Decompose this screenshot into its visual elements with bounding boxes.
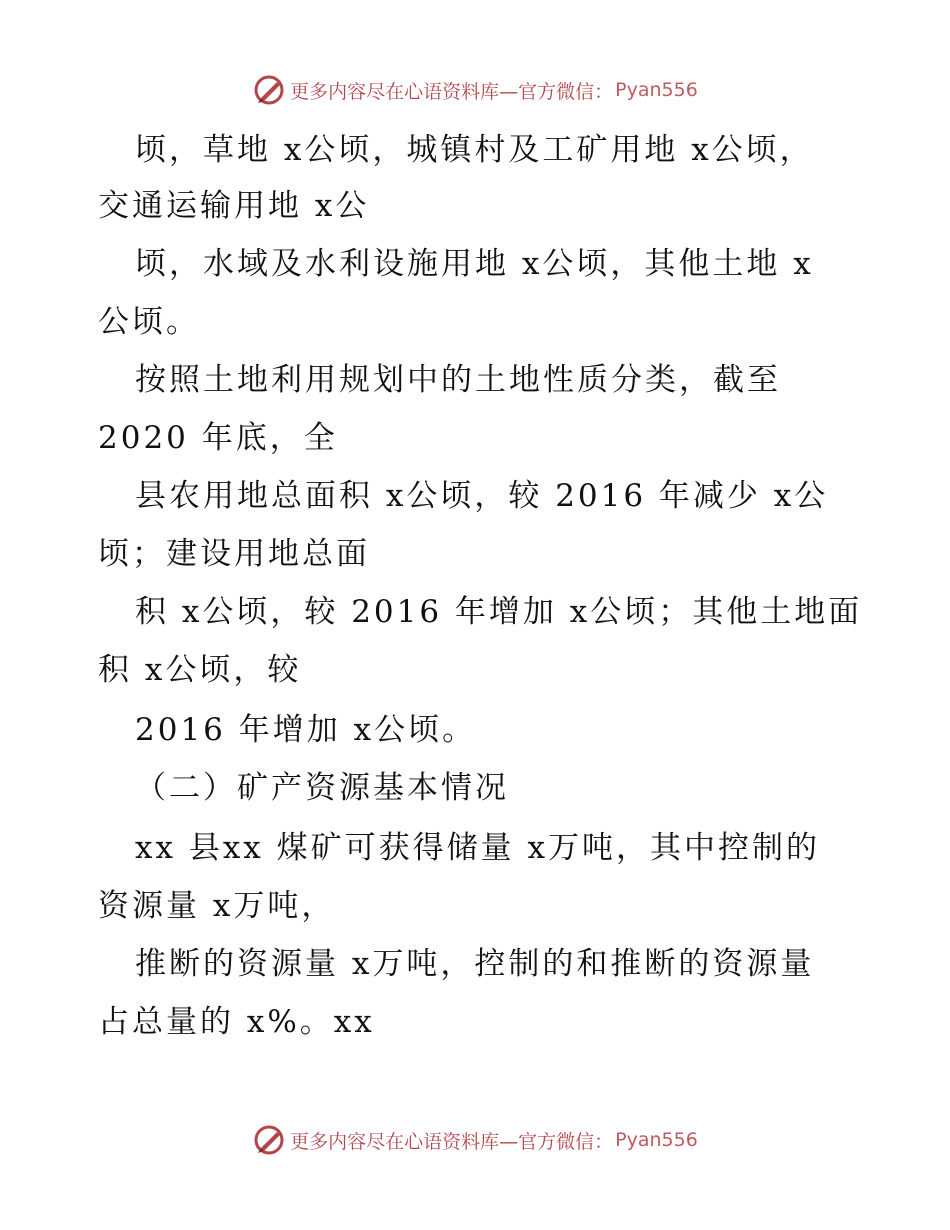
paragraph-line: 公顷。	[98, 304, 200, 340]
paragraph-line: xx 县xx 煤矿可获得储量 x万吨，其中控制的	[135, 830, 820, 866]
paragraph-line: 2020 年底，全	[98, 420, 338, 456]
paragraph-line: 顷，水域及水利设施用地 x公顷，其他土地 x	[135, 246, 814, 282]
paragraph-line: 占总量的 x%。xx	[98, 1004, 375, 1040]
watermark-text: 更多内容尽在心语资料库—官方微信：	[290, 80, 614, 103]
section-heading: （二）矿产资源基本情况	[135, 770, 509, 806]
paragraph-line: 推断的资源量 x万吨，控制的和推断的资源量	[135, 946, 815, 982]
paragraph-line: 资源量 x万吨，	[98, 888, 336, 924]
paragraph-line: 2016 年增加 x公顷。	[135, 712, 477, 748]
paragraph-line: 积 x公顷，较 2016 年增加 x公顷；其他土地面	[135, 594, 863, 630]
watermark-wechat-id: Pyan556	[615, 79, 698, 101]
paragraph-line: 交通运输用地 x公	[98, 188, 370, 224]
footer-watermark	[0, 1120, 950, 1160]
pen-logo-icon	[252, 1123, 286, 1157]
paragraph-line: 县农用地总面积 x公顷，较 2016 年减少 x公	[135, 478, 829, 514]
paragraph-line: 顷；建设用地总面	[98, 536, 370, 572]
watermark-text: 更多内容尽在心语资料库—官方微信：	[290, 1130, 614, 1153]
pen-logo-icon	[252, 73, 286, 107]
paragraph-line: 按照土地利用规划中的土地性质分类，截至	[135, 362, 781, 398]
paragraph-line: 顷，草地 x公顷，城镇村及工矿用地 x公顷，	[135, 132, 814, 168]
header-watermark	[0, 70, 950, 110]
paragraph-line: 积 x公顷，较	[98, 652, 302, 688]
watermark-wechat-id: Pyan556	[615, 1129, 698, 1151]
